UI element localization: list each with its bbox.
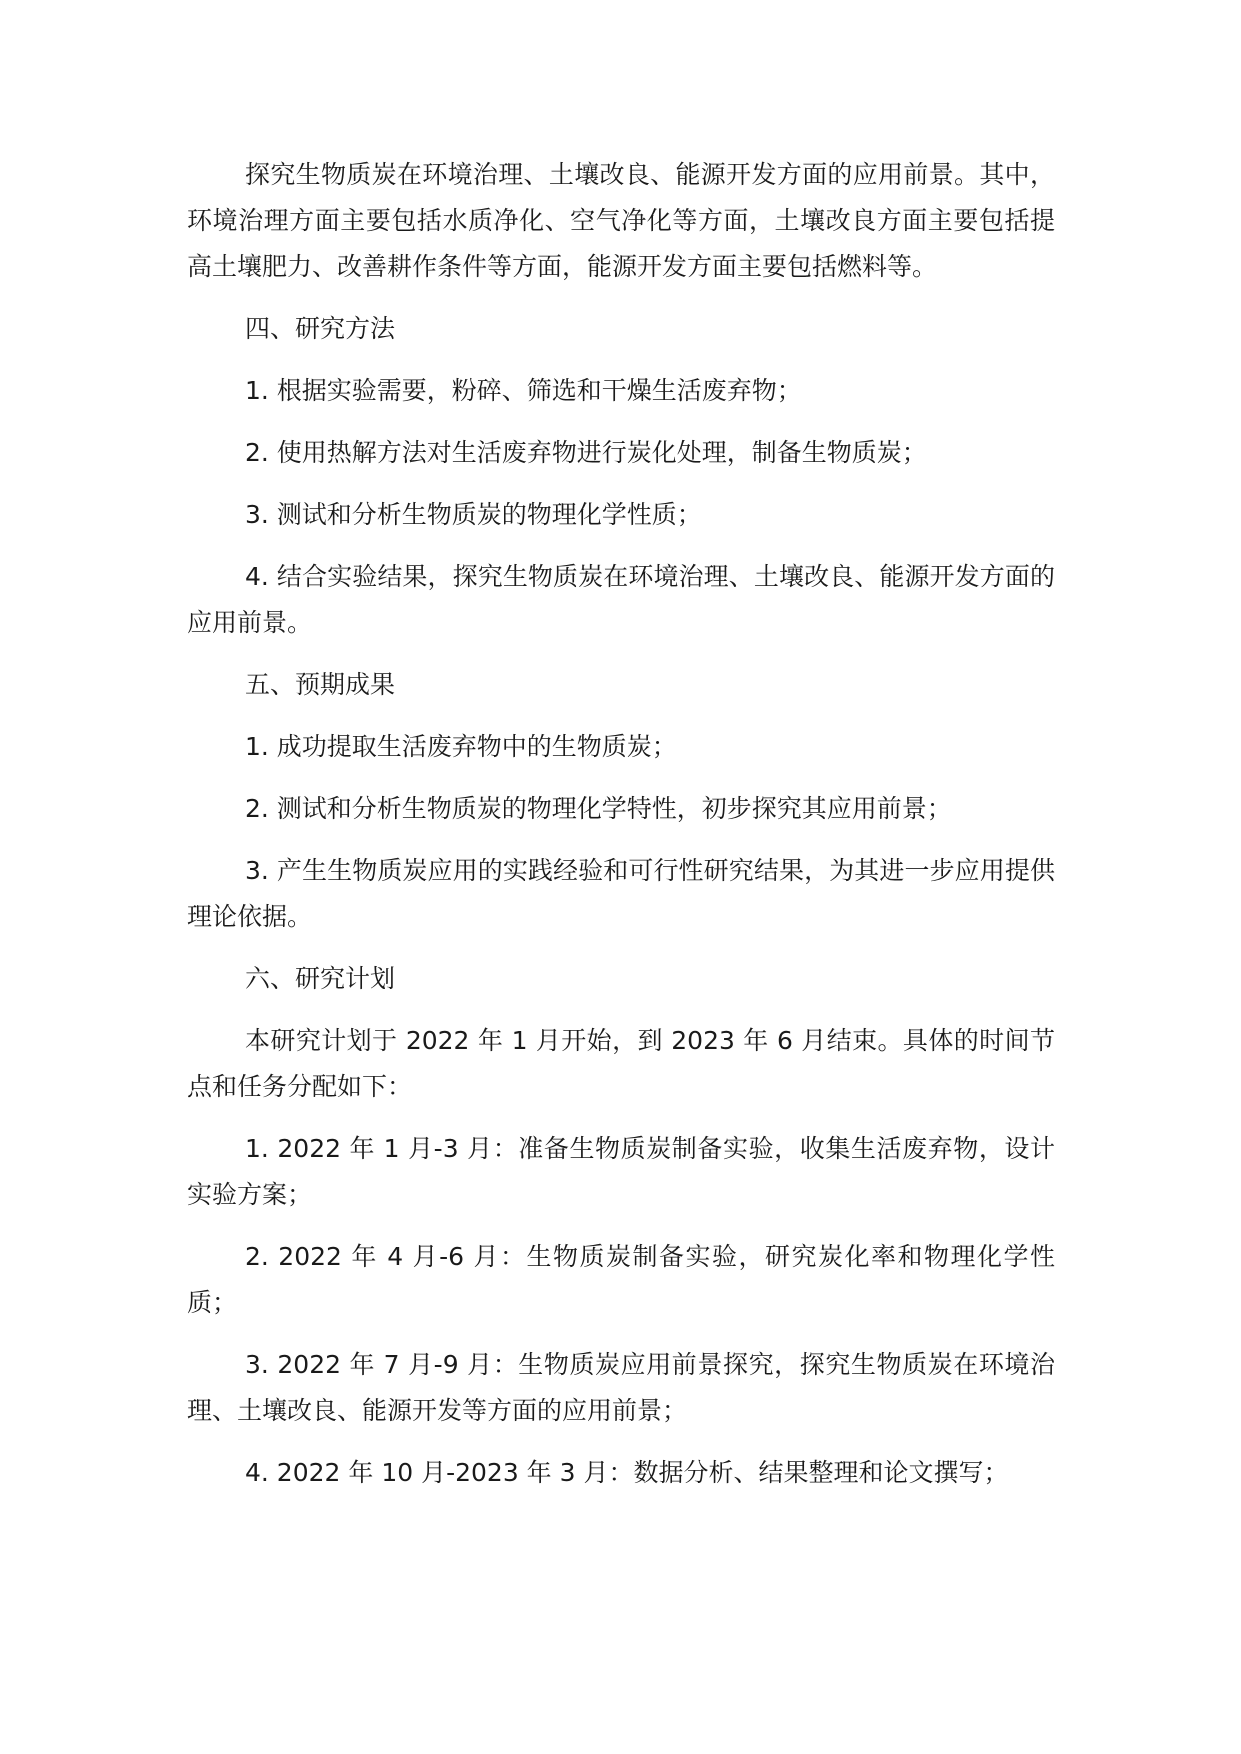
plan-item-3: 3. 2022 年 7 月-9 月：生物质炭应用前景探究，探究生物质炭在环境治理、土壤改良、能源开发等方面的应用前景； xyxy=(187,1350,1055,1425)
plan-item-2: 2. 2022 年 4 月-6 月：生物质炭制备实验，研究炭化率和物理化学性质； xyxy=(187,1242,1055,1317)
plan-item-1: 1. 2022 年 1 月-3 月：准备生物质炭制备实验，收集生活废弃物，设计实验方案； xyxy=(187,1134,1055,1209)
plan-intro: 本研究计划于 2022 年 1 月开始，到 2023 年 6 月结束。具体的时间节点和任务分配如下： xyxy=(187,1026,1055,1101)
paragraph-application-prospects: 探究生物质炭在环境治理、土壤改良、能源开发方面的应用前景。其中，环境治理方面主要包括水质净化、空气净化等方面，土壤改良方面主要包括提高土壤肥力、改善耕作条件等方面，能源开发方面主要包括燃料等。 xyxy=(187,160,1055,281)
heading-expected-results: 五、预期成果 xyxy=(245,670,396,699)
document-page xyxy=(187,152,1055,1496)
result-item-2: 2. 测试和分析生物质炭的物理化学特性，初步探究其应用前景； xyxy=(245,794,952,823)
heading-research-plan: 六、研究计划 xyxy=(245,964,396,993)
method-item-2: 2. 使用热解方法对生活废弃物进行炭化处理，制备生物质炭； xyxy=(245,438,927,467)
method-item-1: 1. 根据实验需要，粉碎、筛选和干燥生活废弃物； xyxy=(245,376,802,405)
method-item-4: 4. 结合实验结果，探究生物质炭在环境治理、土壤改良、能源开发方面的应用前景。 xyxy=(187,562,1055,637)
result-item-3: 3. 产生生物质炭应用的实践经验和可行性研究结果，为其进一步应用提供理论依据。 xyxy=(187,856,1055,931)
result-item-1: 1. 成功提取生活废弃物中的生物质炭； xyxy=(245,732,677,761)
plan-item-4: 4. 2022 年 10 月-2023 年 3 月：数据分析、结果整理和论文撰写； xyxy=(245,1458,1009,1487)
method-item-3: 3. 测试和分析生物质炭的物理化学性质； xyxy=(245,500,702,529)
heading-research-methods: 四、研究方法 xyxy=(245,314,396,343)
